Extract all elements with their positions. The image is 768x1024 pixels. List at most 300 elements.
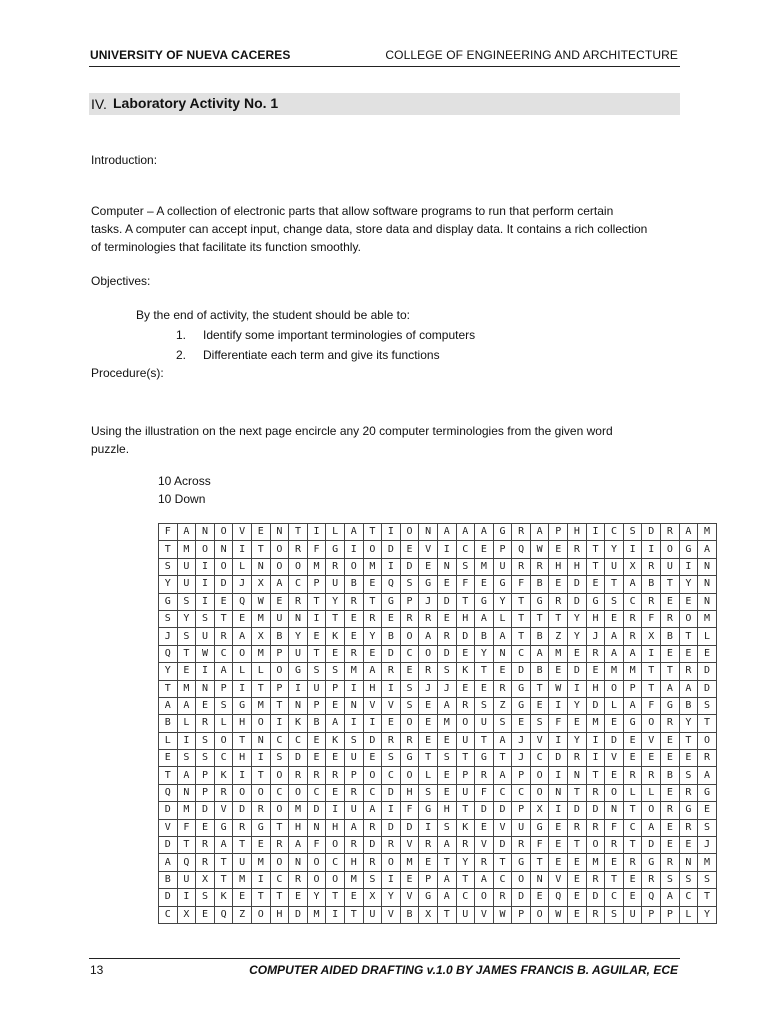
- puzzle-cell: M: [698, 524, 717, 541]
- puzzle-cell: M: [289, 802, 308, 819]
- puzzle-cell: H: [456, 610, 475, 627]
- puzzle-cell: D: [307, 802, 326, 819]
- puzzle-cell: G: [512, 680, 531, 697]
- puzzle-cell: F: [642, 610, 661, 627]
- puzzle-cell: Y: [289, 628, 308, 645]
- puzzle-cell: O: [400, 715, 419, 732]
- puzzle-cell: E: [344, 628, 363, 645]
- puzzle-cell: E: [605, 715, 624, 732]
- puzzle-cell: T: [549, 610, 568, 627]
- puzzle-cell: E: [289, 889, 308, 906]
- puzzle-cell: E: [549, 854, 568, 871]
- puzzle-cell: R: [326, 558, 345, 575]
- puzzle-cell: D: [159, 837, 178, 854]
- puzzle-cell: R: [568, 541, 587, 558]
- puzzle-cell: E: [437, 767, 456, 784]
- puzzle-cell: O: [270, 854, 289, 871]
- puzzle-cell: A: [530, 645, 549, 662]
- puzzle-cell: R: [623, 767, 642, 784]
- puzzle-cell: Y: [177, 610, 196, 627]
- puzzle-cell: N: [289, 854, 308, 871]
- puzzle-cell: O: [251, 906, 270, 923]
- puzzle-cell: R: [382, 732, 401, 749]
- puzzle-cell: C: [270, 784, 289, 801]
- puzzle-cell: E: [568, 906, 587, 923]
- puzzle-cell: E: [344, 889, 363, 906]
- puzzle-cell: R: [382, 663, 401, 680]
- puzzle-cell: I: [326, 906, 345, 923]
- puzzle-cell: T: [512, 628, 531, 645]
- puzzle-cell: S: [698, 871, 717, 888]
- puzzle-cell: O: [251, 784, 270, 801]
- puzzle-cell: V: [382, 906, 401, 923]
- puzzle-cell: E: [642, 750, 661, 767]
- puzzle-cell: P: [307, 576, 326, 593]
- puzzle-cell: A: [661, 680, 680, 697]
- puzzle-cell: D: [493, 837, 512, 854]
- puzzle-cell: F: [456, 576, 475, 593]
- puzzle-cell: I: [233, 541, 252, 558]
- puzzle-cell: H: [568, 558, 587, 575]
- puzzle-cell: I: [642, 541, 661, 558]
- puzzle-cell: I: [251, 750, 270, 767]
- puzzle-cell: F: [530, 837, 549, 854]
- puzzle-cell: O: [605, 784, 624, 801]
- puzzle-cell: I: [623, 541, 642, 558]
- puzzle-cell: E: [475, 819, 494, 836]
- puzzle-cell: Z: [493, 697, 512, 714]
- puzzle-cell: R: [586, 906, 605, 923]
- puzzle-row: [159, 663, 717, 680]
- puzzle-cell: M: [586, 854, 605, 871]
- puzzle-cell: T: [456, 802, 475, 819]
- puzzle-cell: I: [586, 750, 605, 767]
- puzzle-cell: E: [605, 767, 624, 784]
- puzzle-cell: O: [251, 715, 270, 732]
- puzzle-cell: E: [437, 576, 456, 593]
- puzzle-cell: M: [233, 871, 252, 888]
- puzzle-cell: P: [214, 680, 233, 697]
- puzzle-row: [159, 645, 717, 662]
- puzzle-cell: N: [568, 767, 587, 784]
- puzzle-cell: R: [586, 645, 605, 662]
- puzzle-cell: L: [623, 784, 642, 801]
- objective-item: [176, 326, 475, 344]
- puzzle-cell: S: [270, 750, 289, 767]
- puzzle-cell: D: [642, 837, 661, 854]
- puzzle-cell: A: [233, 628, 252, 645]
- puzzle-cell: R: [661, 715, 680, 732]
- puzzle-cell: R: [475, 767, 494, 784]
- puzzle-row: [159, 576, 717, 593]
- puzzle-cell: R: [475, 854, 494, 871]
- puzzle-cell: B: [661, 767, 680, 784]
- puzzle-cell: R: [196, 837, 215, 854]
- puzzle-cell: T: [326, 889, 345, 906]
- puzzle-cell: I: [363, 715, 382, 732]
- puzzle-row: [159, 784, 717, 801]
- puzzle-cell: S: [437, 819, 456, 836]
- puzzle-cell: R: [642, 767, 661, 784]
- puzzle-cell: O: [270, 558, 289, 575]
- objective-number: 1.: [176, 328, 187, 342]
- puzzle-cell: J: [586, 628, 605, 645]
- puzzle-cell: T: [605, 871, 624, 888]
- puzzle-cell: E: [400, 663, 419, 680]
- puzzle-cell: R: [214, 784, 233, 801]
- puzzle-cell: M: [400, 854, 419, 871]
- puzzle-cell: T: [251, 767, 270, 784]
- puzzle-cell: P: [642, 906, 661, 923]
- puzzle-cell: I: [326, 802, 345, 819]
- puzzle-cell: M: [307, 906, 326, 923]
- puzzle-cell: R: [661, 802, 680, 819]
- puzzle-cell: Y: [679, 576, 698, 593]
- puzzle-cell: V: [363, 697, 382, 714]
- puzzle-cell: C: [214, 750, 233, 767]
- puzzle-cell: O: [270, 541, 289, 558]
- puzzle-cell: D: [289, 750, 308, 767]
- puzzle-cell: G: [419, 576, 438, 593]
- puzzle-cell: G: [382, 593, 401, 610]
- puzzle-cell: F: [549, 715, 568, 732]
- puzzle-cell: E: [400, 871, 419, 888]
- puzzle-cell: O: [698, 732, 717, 749]
- puzzle-cell: M: [251, 697, 270, 714]
- puzzle-cell: L: [698, 628, 717, 645]
- puzzle-cell: U: [623, 906, 642, 923]
- puzzle-cell: O: [214, 558, 233, 575]
- puzzle-cell: S: [623, 524, 642, 541]
- puzzle-cell: F: [307, 837, 326, 854]
- puzzle-cell: J: [512, 750, 531, 767]
- puzzle-cell: G: [493, 576, 512, 593]
- puzzle-cell: R: [623, 854, 642, 871]
- puzzle-cell: T: [642, 680, 661, 697]
- puzzle-cell: Y: [605, 541, 624, 558]
- puzzle-cell: T: [437, 906, 456, 923]
- puzzle-cell: T: [159, 541, 178, 558]
- puzzle-cell: Y: [568, 732, 587, 749]
- puzzle-cell: Q: [159, 645, 178, 662]
- section-number: IV.: [91, 96, 107, 112]
- puzzle-cell: R: [605, 837, 624, 854]
- puzzle-cell: M: [251, 610, 270, 627]
- objective-text: Differentiate each term and give its functions: [203, 348, 440, 362]
- puzzle-cell: E: [437, 610, 456, 627]
- puzzle-cell: U: [493, 558, 512, 575]
- puzzle-cell: E: [679, 593, 698, 610]
- puzzle-row: [159, 715, 717, 732]
- puzzle-cell: E: [475, 541, 494, 558]
- puzzle-cell: E: [344, 610, 363, 627]
- puzzle-cell: A: [437, 697, 456, 714]
- puzzle-cell: M: [177, 680, 196, 697]
- puzzle-cell: U: [456, 784, 475, 801]
- puzzle-cell: B: [661, 628, 680, 645]
- puzzle-cell: C: [270, 732, 289, 749]
- puzzle-cell: P: [512, 802, 531, 819]
- puzzle-cell: N: [437, 558, 456, 575]
- puzzle-cell: E: [530, 889, 549, 906]
- puzzle-cell: U: [344, 750, 363, 767]
- puzzle-cell: E: [661, 645, 680, 662]
- puzzle-cell: D: [382, 541, 401, 558]
- puzzle-cell: C: [605, 889, 624, 906]
- puzzle-cell: X: [530, 802, 549, 819]
- puzzle-cell: T: [363, 593, 382, 610]
- puzzle-cell: Y: [159, 576, 178, 593]
- puzzle-cell: D: [363, 837, 382, 854]
- puzzle-cell: S: [196, 889, 215, 906]
- puzzle-cell: C: [605, 524, 624, 541]
- puzzle-cell: U: [456, 732, 475, 749]
- puzzle-row: [159, 697, 717, 714]
- puzzle-cell: K: [456, 663, 475, 680]
- puzzle-cell: T: [177, 837, 196, 854]
- puzzle-cell: E: [419, 854, 438, 871]
- puzzle-cell: S: [196, 610, 215, 627]
- puzzle-cell: E: [549, 819, 568, 836]
- puzzle-cell: S: [382, 750, 401, 767]
- puzzle-cell: E: [679, 645, 698, 662]
- puzzle-cell: W: [549, 906, 568, 923]
- puzzle-cell: Y: [382, 889, 401, 906]
- puzzle-cell: X: [623, 558, 642, 575]
- puzzle-cell: K: [214, 889, 233, 906]
- puzzle-cell: D: [159, 889, 178, 906]
- puzzle-cell: P: [270, 680, 289, 697]
- puzzle-cell: Y: [307, 889, 326, 906]
- page-number: 13: [90, 963, 104, 977]
- puzzle-cell: T: [270, 697, 289, 714]
- section-heading-bar: [89, 93, 680, 115]
- puzzle-cell: E: [419, 558, 438, 575]
- puzzle-cell: T: [159, 680, 178, 697]
- puzzle-cell: U: [177, 871, 196, 888]
- puzzle-cell: U: [475, 715, 494, 732]
- across-count: 10 Across: [158, 474, 211, 488]
- puzzle-cell: T: [679, 628, 698, 645]
- puzzle-cell: P: [270, 645, 289, 662]
- puzzle-cell: M: [177, 802, 196, 819]
- puzzle-cell: H: [586, 680, 605, 697]
- puzzle-cell: T: [568, 784, 587, 801]
- puzzle-cell: V: [214, 802, 233, 819]
- puzzle-cell: S: [196, 750, 215, 767]
- puzzle-cell: M: [623, 663, 642, 680]
- puzzle-cell: C: [456, 541, 475, 558]
- puzzle-cell: E: [661, 819, 680, 836]
- puzzle-cell: T: [642, 663, 661, 680]
- word-puzzle: [158, 523, 717, 924]
- puzzle-cell: A: [270, 576, 289, 593]
- puzzle-cell: P: [512, 906, 531, 923]
- puzzle-cell: T: [456, 593, 475, 610]
- puzzle-cell: O: [605, 680, 624, 697]
- puzzle-row: [159, 871, 717, 888]
- puzzle-cell: N: [196, 524, 215, 541]
- puzzle-cell: R: [382, 837, 401, 854]
- puzzle-cell: E: [698, 645, 717, 662]
- puzzle-cell: T: [159, 767, 178, 784]
- puzzle-cell: W: [196, 645, 215, 662]
- puzzle-cell: E: [382, 715, 401, 732]
- puzzle-cell: S: [698, 697, 717, 714]
- puzzle-cell: K: [456, 819, 475, 836]
- puzzle-cell: B: [159, 715, 178, 732]
- puzzle-cell: T: [289, 524, 308, 541]
- puzzle-cell: E: [568, 889, 587, 906]
- puzzle-cell: H: [289, 819, 308, 836]
- puzzle-cell: Q: [382, 576, 401, 593]
- puzzle-cell: D: [437, 593, 456, 610]
- puzzle-cell: O: [214, 524, 233, 541]
- puzzle-cell: E: [512, 715, 531, 732]
- puzzle-cell: I: [382, 871, 401, 888]
- puzzle-cell: I: [382, 558, 401, 575]
- puzzle-cell: E: [363, 645, 382, 662]
- puzzle-cell: T: [307, 593, 326, 610]
- puzzle-cell: R: [437, 628, 456, 645]
- puzzle-cell: C: [270, 871, 289, 888]
- puzzle-cell: M: [307, 558, 326, 575]
- puzzle-cell: A: [456, 524, 475, 541]
- puzzle-cell: R: [326, 767, 345, 784]
- puzzle-cell: N: [698, 576, 717, 593]
- puzzle-cell: I: [382, 802, 401, 819]
- puzzle-cell: Y: [493, 593, 512, 610]
- puzzle-cell: O: [419, 645, 438, 662]
- puzzle-cell: P: [326, 680, 345, 697]
- puzzle-cell: R: [363, 819, 382, 836]
- puzzle-cell: F: [512, 576, 531, 593]
- puzzle-cell: H: [586, 610, 605, 627]
- puzzle-cell: D: [586, 802, 605, 819]
- puzzle-cell: O: [512, 871, 531, 888]
- puzzle-cell: T: [251, 541, 270, 558]
- puzzle-row: [159, 889, 717, 906]
- section-title: Laboratory Activity No. 1: [113, 95, 279, 111]
- puzzle-cell: Q: [642, 889, 661, 906]
- puzzle-cell: E: [382, 610, 401, 627]
- puzzle-cell: E: [456, 680, 475, 697]
- puzzle-cell: A: [437, 524, 456, 541]
- puzzle-cell: A: [475, 871, 494, 888]
- puzzle-cell: P: [456, 767, 475, 784]
- puzzle-cell: P: [493, 541, 512, 558]
- puzzle-cell: G: [530, 593, 549, 610]
- puzzle-cell: D: [159, 802, 178, 819]
- puzzle-cell: I: [233, 767, 252, 784]
- puzzle-cell: Q: [159, 784, 178, 801]
- puzzle-cell: P: [307, 697, 326, 714]
- puzzle-cell: D: [400, 819, 419, 836]
- puzzle-cell: N: [549, 784, 568, 801]
- puzzle-cell: T: [493, 854, 512, 871]
- puzzle-row: [159, 732, 717, 749]
- puzzle-cell: D: [363, 732, 382, 749]
- puzzle-cell: H: [344, 854, 363, 871]
- puzzle-cell: N: [605, 802, 624, 819]
- puzzle-cell: E: [326, 697, 345, 714]
- puzzle-cell: J: [512, 732, 531, 749]
- puzzle-cell: R: [586, 784, 605, 801]
- puzzle-cell: T: [475, 732, 494, 749]
- puzzle-cell: C: [623, 819, 642, 836]
- puzzle-cell: G: [419, 889, 438, 906]
- puzzle-cell: S: [177, 750, 196, 767]
- puzzle-cell: I: [549, 802, 568, 819]
- puzzle-cell: I: [307, 524, 326, 541]
- puzzle-cell: V: [549, 871, 568, 888]
- header-college: COLLEGE OF ENGINEERING AND ARCHITECTURE: [385, 48, 678, 62]
- puzzle-cell: C: [289, 576, 308, 593]
- puzzle-cell: Z: [233, 906, 252, 923]
- puzzle-cell: T: [586, 558, 605, 575]
- puzzle-cell: T: [586, 541, 605, 558]
- puzzle-cell: R: [344, 784, 363, 801]
- puzzle-cell: M: [605, 663, 624, 680]
- puzzle-cell: O: [530, 906, 549, 923]
- puzzle-cell: G: [475, 593, 494, 610]
- puzzle-cell: E: [679, 837, 698, 854]
- puzzle-cell: C: [159, 906, 178, 923]
- puzzle-cell: D: [698, 680, 717, 697]
- puzzle-cell: R: [642, 558, 661, 575]
- puzzle-cell: S: [177, 593, 196, 610]
- puzzle-cell: C: [512, 784, 531, 801]
- puzzle-cell: N: [493, 645, 512, 662]
- puzzle-cell: T: [456, 750, 475, 767]
- puzzle-cell: R: [270, 837, 289, 854]
- puzzle-cell: Q: [549, 889, 568, 906]
- puzzle-cell: T: [233, 837, 252, 854]
- puzzle-cell: T: [512, 593, 531, 610]
- puzzle-cell: O: [400, 524, 419, 541]
- puzzle-cell: H: [400, 784, 419, 801]
- puzzle-cell: M: [251, 854, 270, 871]
- puzzle-row: [159, 628, 717, 645]
- puzzle-cell: O: [679, 610, 698, 627]
- puzzle-cell: E: [456, 645, 475, 662]
- puzzle-row: [159, 854, 717, 871]
- puzzle-cell: C: [493, 784, 512, 801]
- puzzle-cell: T: [530, 680, 549, 697]
- puzzle-cell: E: [623, 871, 642, 888]
- puzzle-cell: G: [400, 750, 419, 767]
- puzzle-cell: E: [475, 576, 494, 593]
- puzzle-cell: T: [698, 715, 717, 732]
- puzzle-cell: E: [661, 593, 680, 610]
- puzzle-cell: E: [326, 750, 345, 767]
- puzzle-cell: R: [363, 610, 382, 627]
- puzzle-cell: T: [251, 680, 270, 697]
- puzzle-cell: C: [363, 784, 382, 801]
- header-university: UNIVERSITY OF NUEVA CACERES: [90, 48, 291, 62]
- puzzle-cell: O: [270, 767, 289, 784]
- puzzle-cell: A: [661, 889, 680, 906]
- puzzle-cell: R: [586, 819, 605, 836]
- puzzle-cell: X: [419, 906, 438, 923]
- puzzle-cell: A: [493, 767, 512, 784]
- puzzle-cell: G: [289, 663, 308, 680]
- puzzle-cell: Z: [549, 628, 568, 645]
- puzzle-cell: T: [623, 837, 642, 854]
- puzzle-cell: T: [475, 663, 494, 680]
- puzzle-cell: M: [698, 610, 717, 627]
- puzzle-cell: A: [642, 819, 661, 836]
